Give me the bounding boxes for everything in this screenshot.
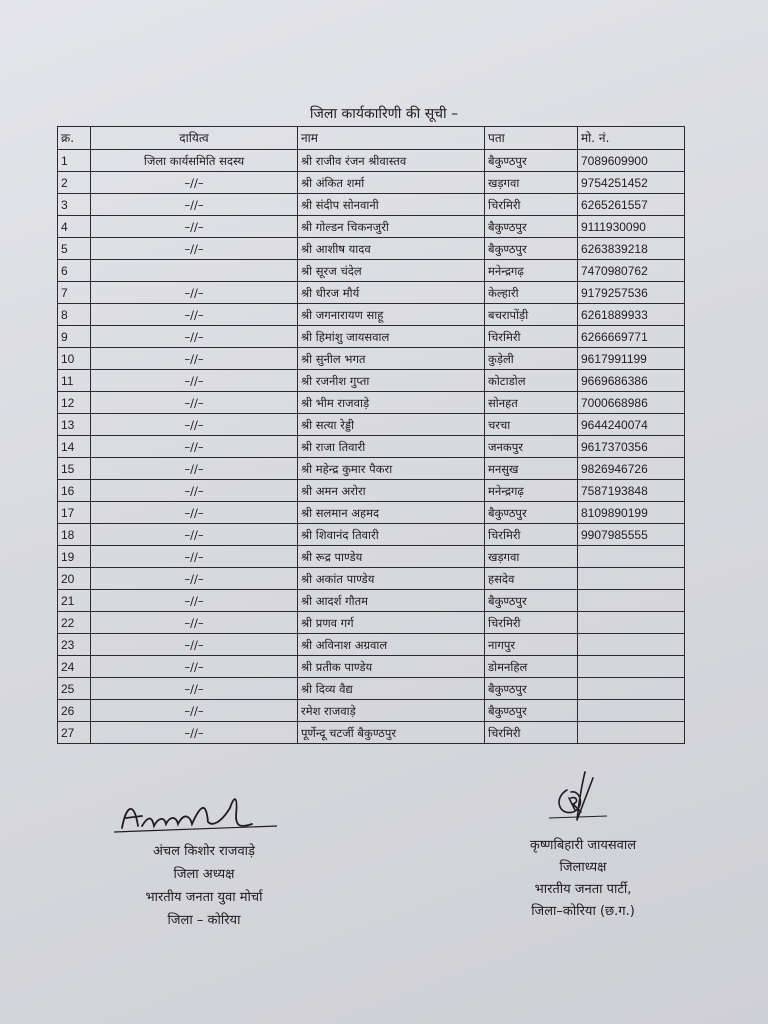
table-row [58,590,685,612]
cell-address: मनेन्द्रगढ़ [485,480,578,502]
cell-role [91,260,298,282]
cell-name: श्री सत्या रेड्डी [298,414,485,436]
table-row [58,524,685,546]
table-row [58,150,685,172]
cell-name: रमेश राजवाड़े [298,700,485,722]
signatory-right-district: जिला–कोरिया (छ.ग.) [531,904,635,919]
cell-serial: 1 [58,150,91,172]
cell-name: श्री धीरज मौर्य [298,282,485,304]
cell-role: –//– [91,370,298,392]
cell-name: श्री प्रतीक पाण्डेय [298,656,485,678]
col-header-name: नाम [298,127,485,150]
cell-mobile: 7000668986 [578,392,685,414]
cell-name: श्री आशीष यादव [298,238,485,260]
cell-name: पूर्णेन्दू चटर्जी बैकुण्ठपुर [298,722,485,744]
cell-role: –//– [91,524,298,546]
cell-mobile: 9907985555 [578,524,685,546]
cell-address: कुड़ेली [485,348,578,370]
cell-name: श्री प्रणव गर्ग [298,612,485,634]
table-row [58,678,685,700]
cell-role: –//– [91,568,298,590]
cell-address: बैकुण्ठपुर [485,150,578,172]
cell-mobile: 6266669771 [578,326,685,348]
cell-address: मनेन्द्रगढ़ [485,260,578,282]
cell-address: बैकुण्ठपुर [485,502,578,524]
cell-serial: 4 [58,216,91,238]
cell-address: डोमनहिल [485,656,578,678]
cell-mobile: 6263839218 [578,238,685,260]
cell-address: नागपुर [485,634,578,656]
cell-serial: 16 [58,480,91,502]
table-row [58,480,685,502]
cell-address: बैकुण्ठपुर [485,216,578,238]
cell-mobile: 9179257536 [578,282,685,304]
cell-name: श्री अकांत पाण्डेय [298,568,485,590]
cell-role: –//– [91,194,298,216]
cell-role: –//– [91,304,298,326]
cell-role: –//– [91,216,298,238]
signatory-left-block [104,840,304,932]
cell-serial: 17 [58,502,91,524]
cell-role: –//– [91,700,298,722]
table-row [58,392,685,414]
cell-address: जनकपुर [485,436,578,458]
cell-role: –//– [91,722,298,744]
cell-address: चिरमिरी [485,194,578,216]
cell-address: बैकुण्ठपुर [485,238,578,260]
cell-name: श्री आदर्श गौतम [298,590,485,612]
cell-mobile [578,656,685,678]
table-row [58,172,685,194]
cell-mobile [578,568,685,590]
cell-address: चिरमिरी [485,326,578,348]
cell-address: चरचा [485,414,578,436]
cell-serial: 11 [58,370,91,392]
cell-name: श्री सलमान अहमद [298,502,485,524]
cell-serial: 2 [58,172,91,194]
cell-serial: 23 [58,634,91,656]
signature-right [545,768,615,828]
cell-role: –//– [91,678,298,700]
cell-address: बैकुण्ठपुर [485,678,578,700]
cell-role: –//– [91,480,298,502]
cell-address: बैकुण्ठपुर [485,590,578,612]
cell-mobile [578,722,685,744]
signatory-right-block [498,835,668,923]
table-row [58,194,685,216]
cell-role: –//– [91,414,298,436]
cell-serial: 7 [58,282,91,304]
cell-serial: 26 [58,700,91,722]
cell-name: श्री अंकित शर्मा [298,172,485,194]
cell-mobile: 9826946726 [578,458,685,480]
signatory-left-name: अंचल किशोर राजवाड़े [152,844,256,859]
table-row [58,348,685,370]
cell-serial: 20 [58,568,91,590]
cell-name: श्री राजा तिवारी [298,436,485,458]
table-row [58,238,685,260]
cell-serial: 12 [58,392,91,414]
cell-name: श्री शिवानंद तिवारी [298,524,485,546]
cell-address: कोटाडोल [485,370,578,392]
cell-mobile: 9754251452 [578,172,685,194]
cell-name: श्री रजनीश गुप्ता [298,370,485,392]
table-row [58,612,685,634]
cell-address: चिरमिरी [485,612,578,634]
cell-name: श्री महेन्द्र कुमार पैकरा [298,458,485,480]
cell-mobile: 6265261557 [578,194,685,216]
cell-role: –//– [91,238,298,260]
cell-name: श्री अविनाश अग्रवाल [298,634,485,656]
cell-mobile [578,634,685,656]
cell-serial: 5 [58,238,91,260]
table-row [58,546,685,568]
table-row [58,216,685,238]
cell-mobile: 7089609900 [578,150,685,172]
table-row [58,722,685,744]
cell-serial: 3 [58,194,91,216]
table-row [58,436,685,458]
document-title: जिला कार्यकारिणी की सूची – [309,106,459,122]
cell-name: श्री जगनारायण साहू [298,304,485,326]
cell-role: –//– [91,612,298,634]
cell-role: –//– [91,436,298,458]
signatory-left-org: भारतीय जनता युवा मोर्चा [145,890,263,905]
cell-address: केल्हारी [485,282,578,304]
cell-mobile: 9644240074 [578,414,685,436]
cell-role: –//– [91,172,298,194]
cell-name: श्री रूद्र पाण्डेय [298,546,485,568]
cell-serial: 8 [58,304,91,326]
cell-name: श्री राजीव रंजन श्रीवास्तव [298,150,485,172]
table-row [58,700,685,722]
cell-mobile: 8109890199 [578,502,685,524]
cell-name: श्री हिमांशु जायसवाल [298,326,485,348]
cell-address: चिरमिरी [485,722,578,744]
cell-role: –//– [91,656,298,678]
col-header-role: दायित्व [91,127,298,150]
cell-serial: 19 [58,546,91,568]
table-row [58,502,685,524]
cell-address: मनसुख [485,458,578,480]
cell-address: बचरापोंड़ी [485,304,578,326]
member-table [57,126,685,744]
cell-name: श्री अमन अरोरा [298,480,485,502]
table-row [58,414,685,436]
table-row [58,656,685,678]
table-body [58,150,685,744]
cell-role: –//– [91,392,298,414]
cell-role: –//– [91,458,298,480]
cell-serial: 27 [58,722,91,744]
cell-role: –//– [91,634,298,656]
cell-serial: 9 [58,326,91,348]
table-row [58,458,685,480]
cell-serial: 18 [58,524,91,546]
signatory-left-post: जिला अध्यक्ष [173,867,235,882]
cell-serial: 22 [58,612,91,634]
cell-name: श्री संदीप सोनवानी [298,194,485,216]
cell-serial: 10 [58,348,91,370]
col-header-address: पता [485,127,578,150]
cell-mobile: 7470980762 [578,260,685,282]
cell-role: –//– [91,282,298,304]
cell-role: –//– [91,502,298,524]
cell-mobile: 9617991199 [578,348,685,370]
cell-mobile [578,546,685,568]
cell-role: –//– [91,348,298,370]
signatory-right-name: कृष्णबिहारी जायसवाल [529,838,637,853]
table-row [58,634,685,656]
cell-serial: 15 [58,458,91,480]
signatory-right-post: जिलाध्यक्ष [559,860,607,875]
cell-serial: 14 [58,436,91,458]
col-header-serial: क्र. [58,127,91,150]
table-row [58,260,685,282]
cell-mobile: 6261889933 [578,304,685,326]
signatory-right-org: भारतीय जनता पार्टी, [534,882,632,897]
cell-mobile [578,700,685,722]
cell-role: –//– [91,546,298,568]
table-row [58,568,685,590]
cell-name: श्री भीम राजवाड़े [298,392,485,414]
cell-mobile [578,678,685,700]
cell-serial: 24 [58,656,91,678]
cell-address: खड़गवा [485,546,578,568]
table-row [58,304,685,326]
table-header-row [58,127,685,150]
cell-mobile: 9111930090 [578,216,685,238]
cell-serial: 21 [58,590,91,612]
cell-name: श्री गोल्डन चिकनजुरी [298,216,485,238]
signatory-left-district: जिला – कोरिया [167,913,241,928]
cell-address: खड़गवा [485,172,578,194]
table-row [58,326,685,348]
cell-role: जिला कार्यसमिति सदस्य [91,150,298,172]
cell-mobile [578,590,685,612]
cell-name: श्री सुनील भगत [298,348,485,370]
cell-name: श्री दिव्य वैद्य [298,678,485,700]
cell-role: –//– [91,590,298,612]
cell-mobile [578,612,685,634]
cell-mobile: 9669686386 [578,370,685,392]
cell-mobile: 9617370356 [578,436,685,458]
cell-address: चिरमिरी [485,524,578,546]
col-header-mobile: मो. नं. [578,127,685,150]
cell-role: –//– [91,326,298,348]
cell-mobile: 7587193848 [578,480,685,502]
cell-serial: 25 [58,678,91,700]
cell-address: हसदेव [485,568,578,590]
table-row [58,370,685,392]
cell-serial: 6 [58,260,91,282]
cell-name: श्री सूरज चंदेल [298,260,485,282]
cell-address: बैकुण्ठपुर [485,700,578,722]
signature-left [112,786,282,836]
cell-address: सोनहत [485,392,578,414]
table-row [58,282,685,304]
cell-serial: 13 [58,414,91,436]
